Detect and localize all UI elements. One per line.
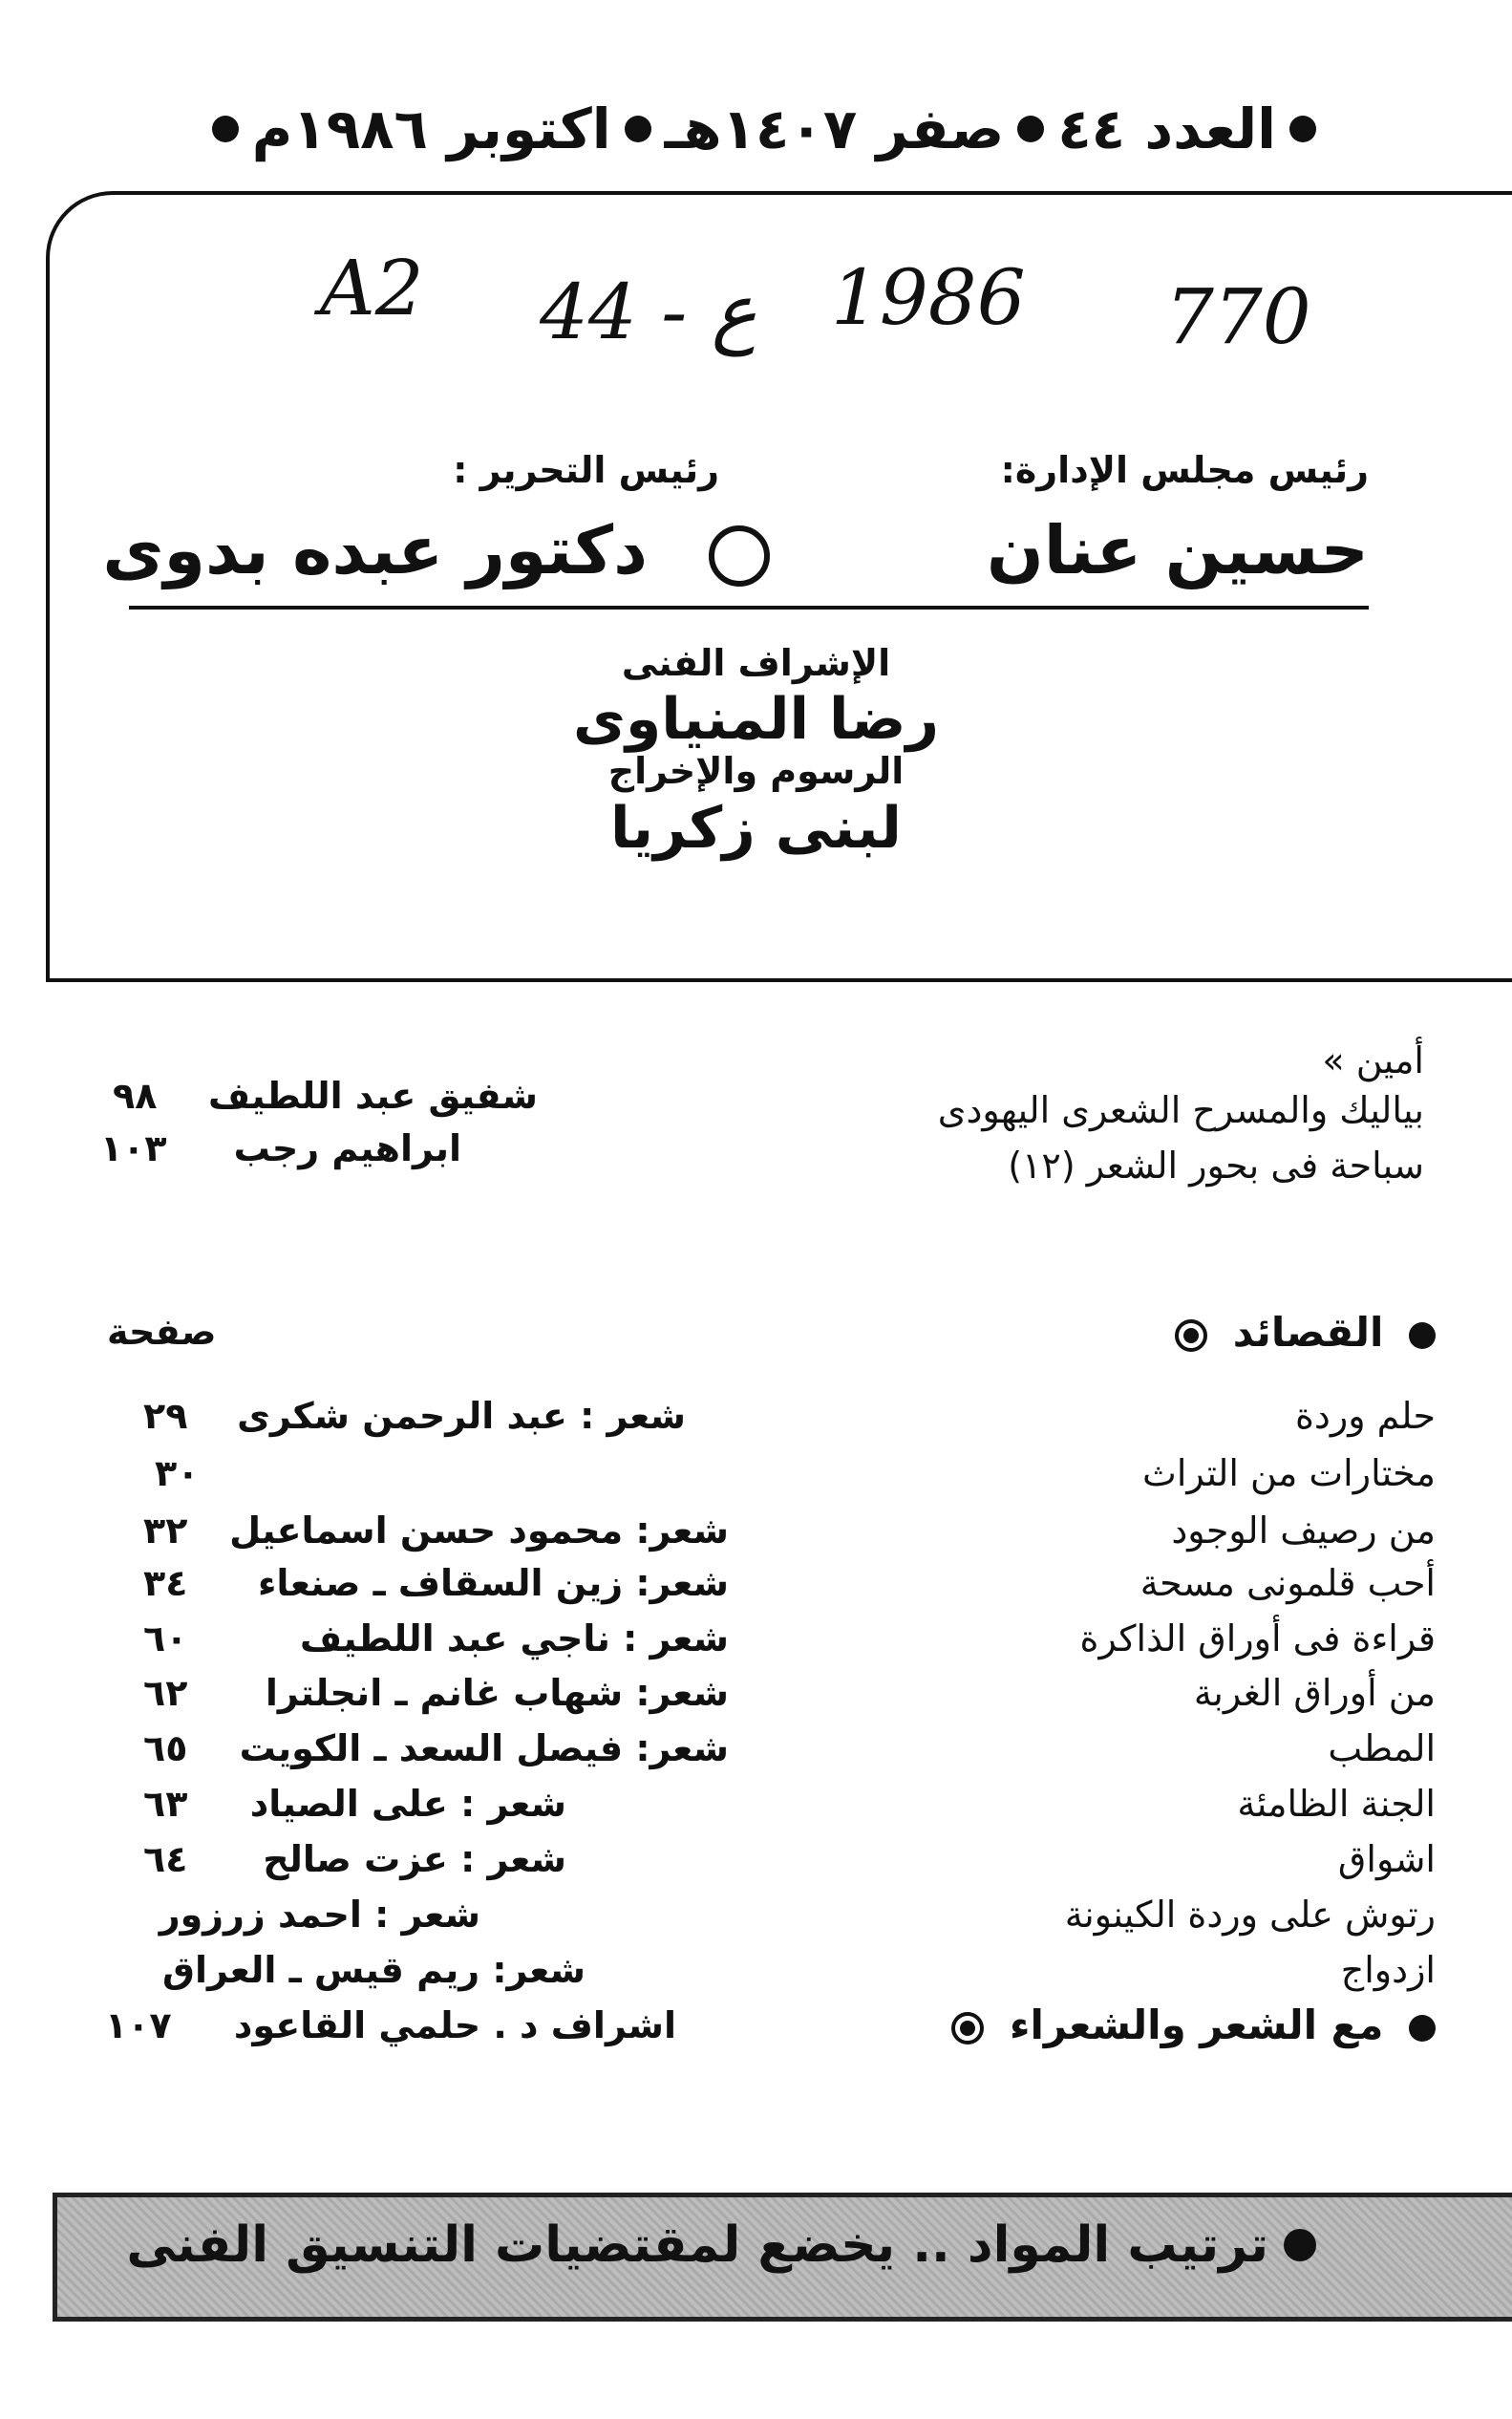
poem-page: ٦٥ bbox=[143, 1727, 188, 1769]
footer-row bbox=[126, 2216, 1316, 2274]
poem-title: الجنة الظامئة bbox=[1237, 1783, 1436, 1825]
article-page: ٩٨ bbox=[113, 1075, 158, 1117]
poem-author: شعر : على الصياد bbox=[249, 1783, 566, 1825]
poem-title: ازدواج bbox=[1340, 1949, 1436, 1991]
art-label: الإشراف الفنى bbox=[621, 642, 891, 684]
article-page: ١٠٣ bbox=[100, 1127, 167, 1169]
poem-title: من أوراق الغربة bbox=[1193, 1672, 1436, 1714]
handwritten-year: 1986 bbox=[831, 253, 1026, 342]
poem-title: أحب قلمونى مسحة bbox=[1139, 1562, 1436, 1604]
article-author: شفيق عبد اللطيف bbox=[208, 1075, 538, 1117]
poem-title: مختارات من التراث bbox=[1142, 1452, 1436, 1494]
poem-author: شعر : عزت صالح bbox=[263, 1838, 566, 1880]
issue-line bbox=[132, 91, 1316, 167]
bullet-icon bbox=[1017, 116, 1044, 142]
poem-page: ٣٢ bbox=[143, 1509, 188, 1552]
article-title: أمين » bbox=[1322, 1039, 1424, 1081]
poem-author: شعر : ناجي عبد اللطيف bbox=[300, 1617, 729, 1659]
handwritten-code-a: A2 bbox=[320, 244, 424, 332]
poem-page: ٦٣ bbox=[143, 1783, 188, 1825]
last-author: اشراف د . حلمي القاعود bbox=[233, 2004, 676, 2046]
bullet-icon bbox=[1409, 2015, 1436, 2042]
footer-note: ترتيب المواد .. يخضع لمقتضيات التنسيق الفنى bbox=[126, 2216, 1268, 2274]
article-author: ابراهيم رجب bbox=[233, 1127, 461, 1169]
ring-bullet-icon bbox=[951, 2012, 984, 2044]
bullet-icon bbox=[1289, 116, 1316, 142]
poem-page: ٦٤ bbox=[143, 1838, 188, 1880]
poem-author: شعر: فيصل السعد ـ الكويت bbox=[239, 1727, 729, 1769]
poem-title: قراءة فى أوراق الذاكرة bbox=[1079, 1617, 1436, 1659]
ring-bullet-icon bbox=[1175, 1319, 1207, 1352]
last-heading: مع الشعر والشعراء bbox=[1009, 2002, 1384, 2048]
bullet-icon bbox=[1284, 2229, 1316, 2261]
gregorian-date: اكتوبر ١٩٨٦م bbox=[251, 96, 611, 161]
last-page: ١٠٧ bbox=[105, 2004, 172, 2046]
design-label: الرسوم والإخراج bbox=[607, 750, 905, 792]
issue-number: العدد ٤٤ bbox=[1057, 96, 1276, 161]
poems-heading-row bbox=[1175, 1309, 1436, 1356]
bullet-icon bbox=[1409, 1322, 1436, 1349]
poem-author: شعر : عبد الرحمن شكرى bbox=[237, 1395, 686, 1437]
poem-page: ٦٢ bbox=[143, 1672, 188, 1714]
board-name: حسين عنان bbox=[986, 511, 1369, 589]
poem-page: ٣٠ bbox=[155, 1452, 200, 1494]
poem-author: شعر: محمود حسن اسماعيل bbox=[229, 1509, 729, 1552]
poem-page: ٢٩ bbox=[143, 1395, 188, 1437]
masthead-rule bbox=[129, 606, 1369, 610]
separator-circle-icon bbox=[709, 525, 770, 587]
poem-author: شعر: ريم قيس ـ العراق bbox=[162, 1949, 586, 1991]
board-label: رئيس مجلس الإدارة: bbox=[1000, 449, 1369, 491]
poem-page: ٣٤ bbox=[143, 1562, 188, 1604]
last-heading-row bbox=[951, 2002, 1436, 2048]
bullet-icon bbox=[212, 116, 239, 142]
poem-author: شعر : احمد زرزور bbox=[159, 1894, 480, 1936]
poem-author: شعر: زين السقاف ـ صنعاء bbox=[258, 1562, 729, 1604]
handwritten-number: 770 bbox=[1165, 272, 1311, 361]
article-title: بياليك والمسرح الشعرى اليهودى bbox=[937, 1089, 1424, 1131]
design-name: لبنى زكريا bbox=[610, 795, 902, 862]
poem-title: حلم وردة bbox=[1295, 1395, 1436, 1437]
poem-title: المطب bbox=[1328, 1727, 1436, 1769]
editor-name: دكتور عبده بدوى bbox=[102, 511, 648, 589]
poem-title: من رصيف الوجود bbox=[1171, 1509, 1436, 1552]
article-title: سباحة فى بحور الشعر (١٢) bbox=[1008, 1145, 1424, 1187]
poem-title: اشواق bbox=[1337, 1838, 1436, 1880]
poem-title: رتوش على وردة الكينونة bbox=[1064, 1894, 1436, 1936]
poem-page: ٦٠ bbox=[143, 1617, 188, 1659]
poems-heading: القصائد bbox=[1232, 1309, 1384, 1356]
hijri-date: صفر ١٤٠٧هـ bbox=[664, 96, 1005, 161]
handwritten-code-b: 44 - ع bbox=[540, 268, 757, 356]
page-column-header: صفحة bbox=[107, 1311, 217, 1353]
bullet-icon bbox=[625, 116, 651, 142]
poem-author: شعر: شهاب غانم ـ انجلترا bbox=[265, 1672, 729, 1714]
art-name: رضا المنياوى bbox=[572, 686, 940, 753]
editor-label: رئيس التحرير : bbox=[453, 449, 719, 491]
